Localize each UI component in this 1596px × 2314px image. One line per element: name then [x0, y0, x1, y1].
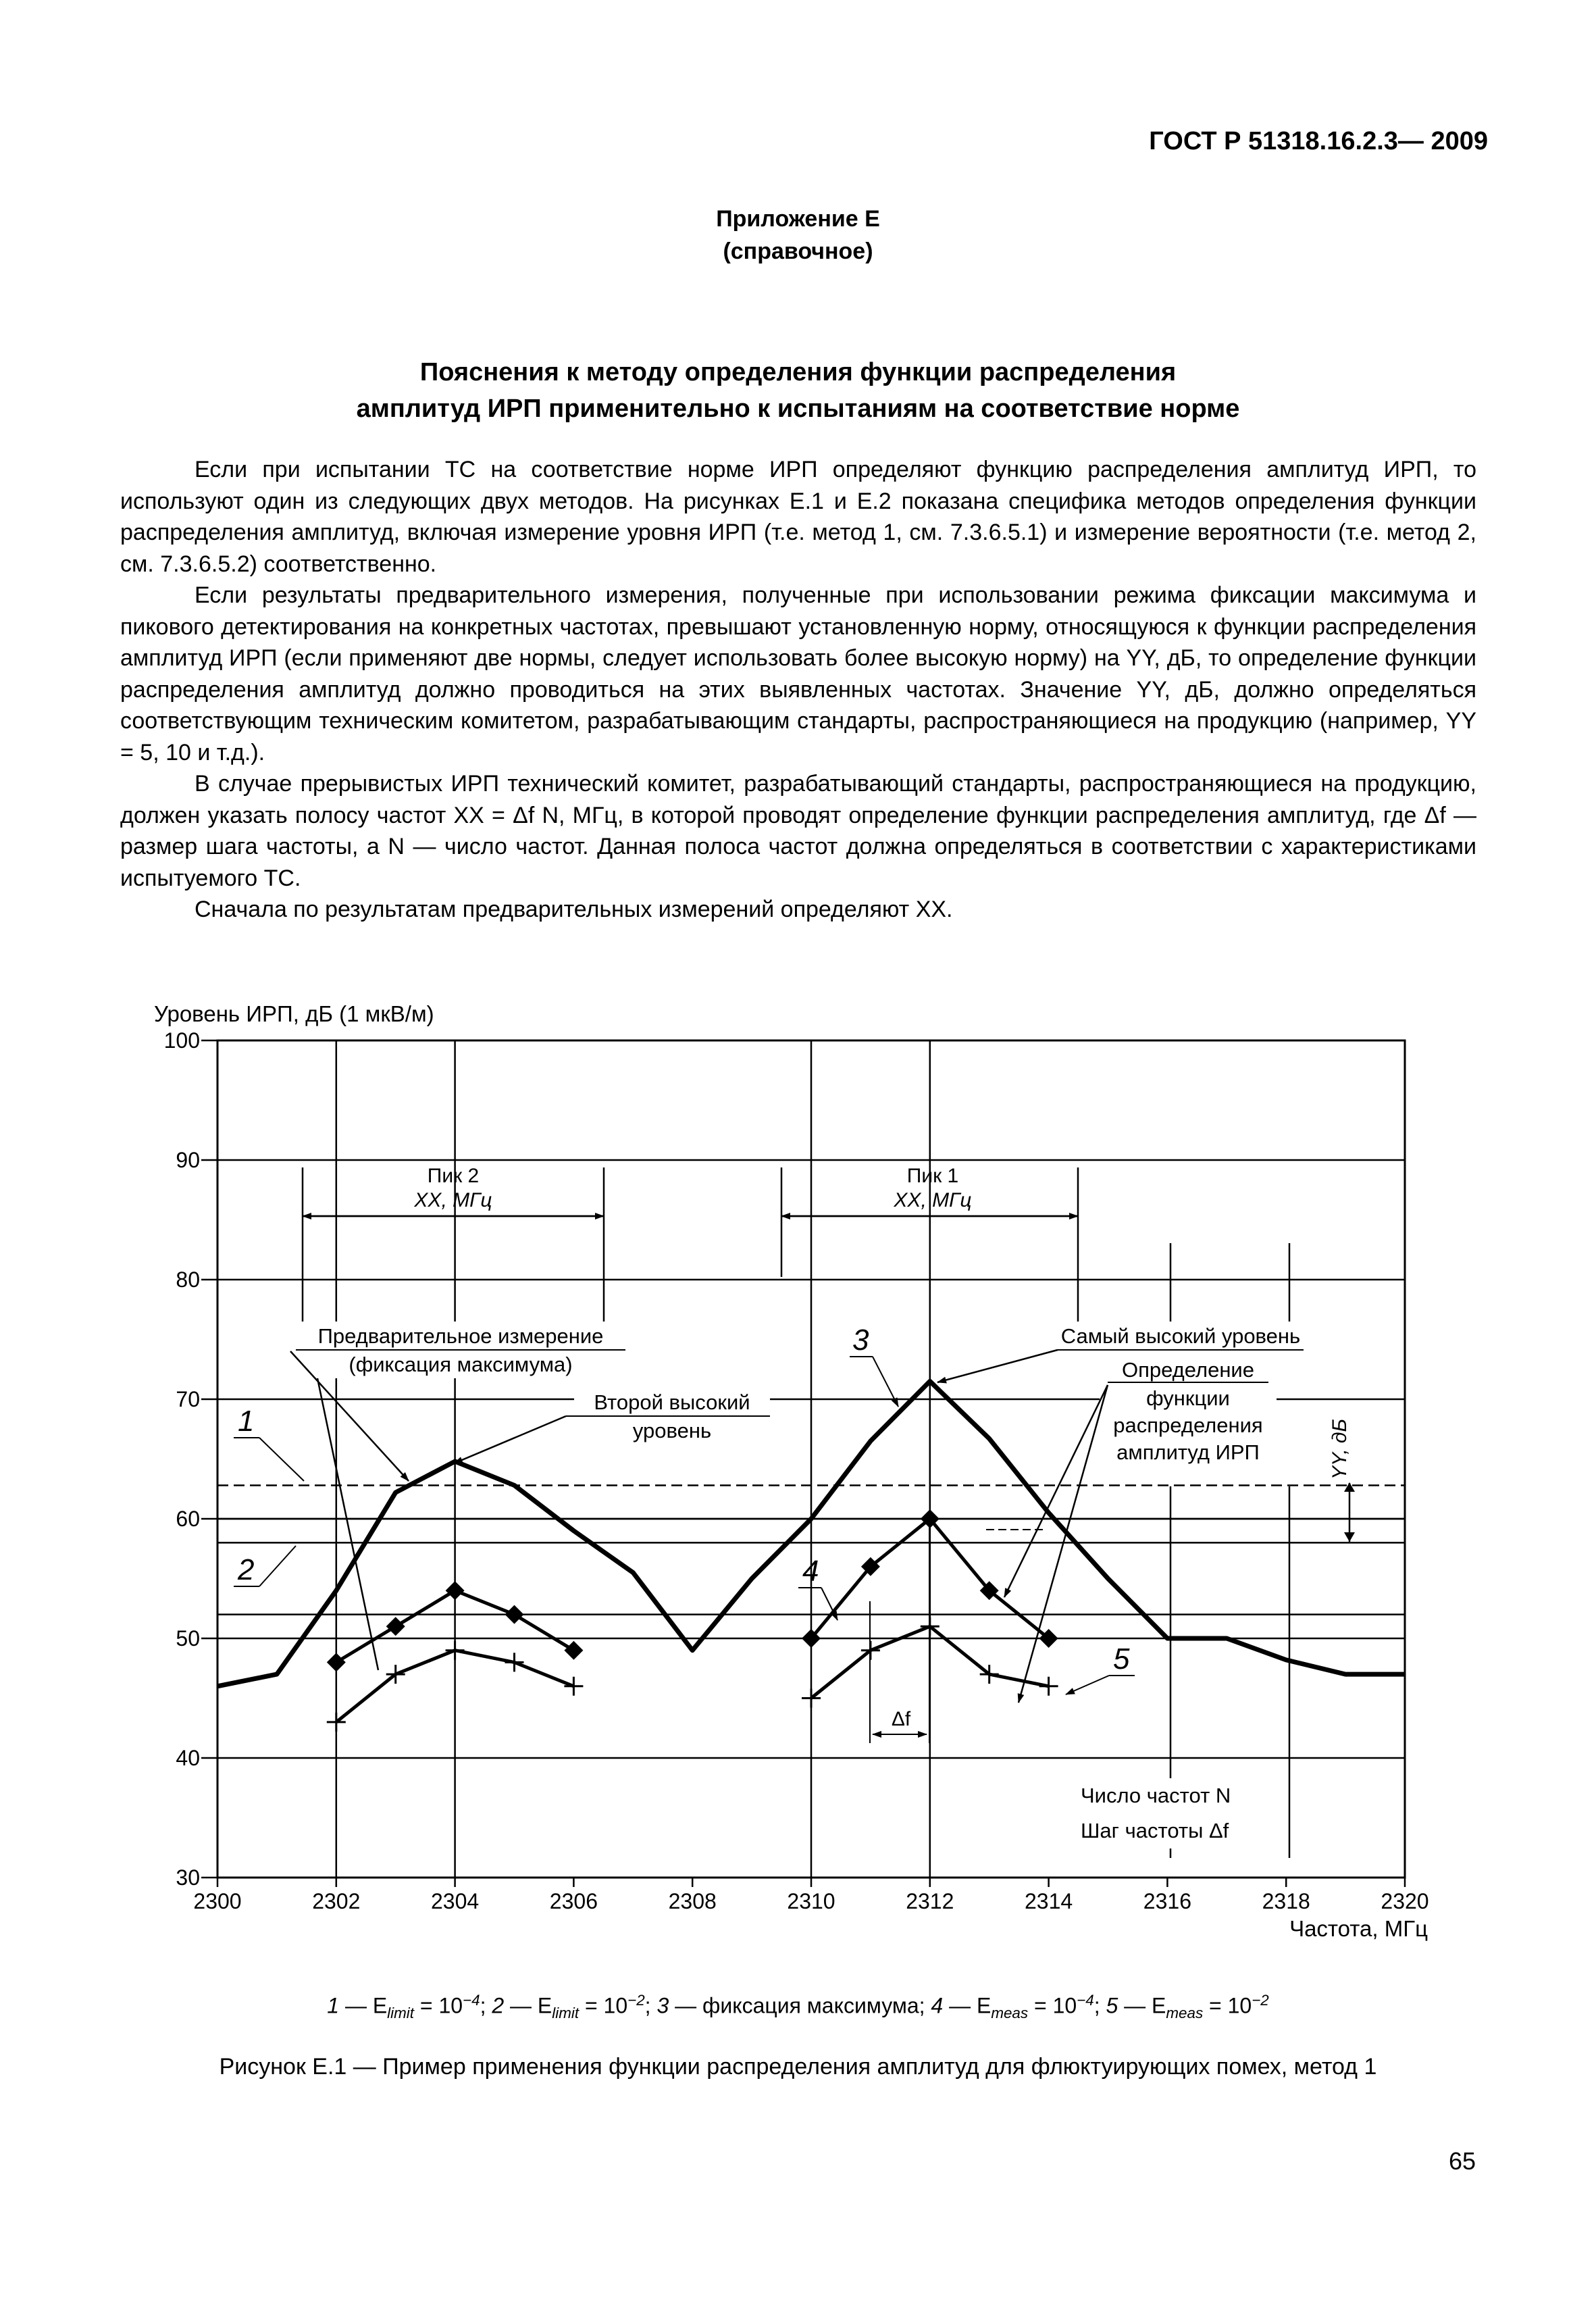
highest-level-label: Самый высокий уровень — [1060, 1324, 1301, 1348]
apd-label-1: Определение — [1121, 1358, 1255, 1382]
series-5-point — [446, 1641, 465, 1660]
curve-1-leader — [259, 1438, 304, 1481]
x-tick-label: 2308 — [668, 1889, 717, 1913]
x-tick-label: 2318 — [1262, 1889, 1310, 1913]
legend-separator: ; — [480, 1993, 492, 2018]
legend-item-1-number: 1 — [327, 1993, 340, 2018]
y-tick-label: 40 — [176, 1746, 200, 1770]
paragraph: Если результаты предварительного измерения, полученные при использовании режима фиксации максимума и пикового детектирования на конкретных частотах, превышают установленную норму, относящуюся к функции распределения амплитуд ИРП (если применяют две нормы, следует использовать более высокую норму) на YY, дБ, то определение функции распределения амплитуд должно проводиться на этих выявленных частотах. Значение YY, дБ, должно определяться соответствующим техническим комитетом, разрабатывающим стандарты, распространяющиеся на продукцию (например, YY = 5, 10 и т.д.). — [120, 582, 1476, 765]
preliminary-annotation — [290, 1322, 625, 1670]
yy-arrow-down — [1344, 1532, 1355, 1542]
annex-label: Приложение Е — [716, 206, 880, 232]
curve-3-label — [850, 1324, 898, 1407]
peak1-xx-label: XX, МГц — [894, 1189, 972, 1211]
y-tick-label: 60 — [176, 1507, 200, 1531]
curve-4-number: 4 — [802, 1555, 819, 1588]
y-tick-label: 100 — [163, 1028, 200, 1053]
peak2-label: Пик 2 — [427, 1165, 480, 1187]
curve-5-number: 5 — [1113, 1642, 1130, 1676]
legend-item-2-text: — E — [504, 1993, 552, 2018]
peak2-bracket — [303, 1165, 604, 1338]
y-tick-label: 50 — [176, 1626, 200, 1651]
second-level-label-1: Второй высокий — [594, 1390, 750, 1414]
curve-2-leader — [259, 1546, 296, 1586]
page-number: 65 — [1448, 2147, 1476, 2175]
curve-3-number: 3 — [852, 1324, 869, 1357]
paragraph: Сначала по результатам предварительных измерений определяют XX. — [195, 897, 953, 922]
apd-annotation — [1004, 1357, 1277, 1703]
apd-arrow-1 — [1004, 1385, 1108, 1597]
legend-item-4-subscript: meas — [991, 2005, 1029, 2022]
preliminary-label-1: Предварительное измерение — [317, 1324, 604, 1348]
legend-item-5-exponent: −2 — [1252, 1992, 1269, 2009]
series-4-point — [446, 1581, 465, 1600]
body-text — [120, 454, 1476, 926]
series-4-point — [564, 1641, 583, 1660]
legend-item-4-text: — E — [943, 1993, 992, 2018]
legend-item-2-exponent: −2 — [627, 1992, 645, 2009]
curve-4-label — [798, 1555, 838, 1620]
x-axis-title: Частота, МГц — [1289, 1916, 1428, 1941]
figure-legend — [0, 1992, 1596, 2022]
step-label: Шаг частоты Δf — [1081, 1819, 1229, 1842]
curve-1-number: 1 — [238, 1405, 255, 1438]
legend-item-1-value: = 10 — [413, 1993, 463, 2018]
series-4-point — [327, 1653, 346, 1671]
legend-item-4-value: = 10 — [1028, 1993, 1077, 2018]
second-level-arrow — [454, 1416, 566, 1463]
x-tick-label: 2300 — [193, 1889, 242, 1913]
paragraph: В случае прерывистых ИРП технический комитет, разрабатывающий стандарты, распространяющиеся на продукцию, должен указать полосу частот XX = Δf N, МГц, в которой проводят определение функции распределения амплитуд, где Δf — размер шага частоты, а N — число частот. Данная полоса частот должна определяться в соответствии с характеристиками испытуемого ТС. — [120, 771, 1476, 891]
highest-level-arrow — [937, 1350, 1058, 1382]
x-tick-label: 2316 — [1143, 1889, 1191, 1913]
curve-2-number: 2 — [238, 1553, 255, 1586]
paragraph: Если при испытании ТС на соответствие норме ИРП определяют функцию распределения амплитуд ИРП, то используют один из следующих двух методов. На рисунках Е.1 и Е.2 показана специфика методов определения функции распределения амплитуд, включая измерение уровня ИРП (т.е. метод 1, см. 7.3.6.5.1) и измерение вероятности (т.е. метод 2, см. 7.3.6.5.2) соответственно. — [120, 457, 1476, 577]
figure-e1 — [0, 986, 1596, 1986]
apd-label-2: функции — [1146, 1386, 1230, 1410]
legend-separator: ; — [1093, 1993, 1106, 2018]
second-level-label-2: уровень — [632, 1419, 712, 1442]
legend-item-5-text: — E — [1118, 1993, 1166, 2018]
series-4-point — [505, 1605, 524, 1624]
curve-5-leader — [1066, 1676, 1109, 1694]
apd-label-3: распределения — [1113, 1413, 1263, 1437]
curve-1-label — [234, 1405, 304, 1481]
yy-label: YY, дБ — [1329, 1418, 1351, 1480]
legend-separator: ; — [644, 1993, 657, 2018]
yy-dimension — [1329, 1419, 1355, 1542]
legend-item-2-number: 2 — [492, 1993, 505, 2018]
series-5-point — [564, 1677, 583, 1696]
yy-arrow-up — [1344, 1482, 1355, 1492]
legend-item-1-subscript: limit — [387, 2005, 414, 2022]
y-axis-title: Уровень ИРП, дБ (1 мкВ/м) — [154, 1001, 434, 1026]
legend-item-3-number: 3 — [657, 1993, 669, 2018]
title-line-2: амплитуд ИРП применительно к испытаниям на соответствие норме — [356, 395, 1240, 423]
peak2-xx-label: XX, МГц — [414, 1189, 492, 1211]
y-tick-label: 70 — [176, 1387, 200, 1411]
standard-header: ГОСТ Р 51318.16.2.3— 2009 — [1149, 127, 1488, 155]
legend-item-4-number: 4 — [931, 1993, 944, 2018]
legend-item-4-exponent: −4 — [1077, 1992, 1094, 2009]
x-tick-label: 2304 — [431, 1889, 480, 1913]
preliminary-arrow-2 — [317, 1378, 378, 1670]
x-tick-label: 2310 — [787, 1889, 835, 1913]
legend-item-5-number: 5 — [1106, 1993, 1118, 2018]
x-tick-label: 2320 — [1381, 1889, 1429, 1913]
y-tick-label: 90 — [176, 1148, 200, 1172]
annex-heading — [0, 203, 1596, 268]
legend-item-1-exponent: −4 — [463, 1992, 480, 2009]
apd-label-4: амплитуд ИРП — [1116, 1440, 1260, 1464]
curve-2-label — [234, 1546, 296, 1586]
x-tick-label: 2306 — [549, 1889, 598, 1913]
legend-item-2-subscript: limit — [552, 2005, 580, 2022]
title-line-1: Пояснения к методу определения функции распределения — [419, 358, 1177, 386]
count-label: Число частот N — [1081, 1784, 1231, 1807]
annex-kind: (справочное) — [723, 238, 873, 264]
x-tick-label: 2302 — [312, 1889, 361, 1913]
series-4-point — [386, 1617, 405, 1636]
peak1-label: Пик 1 — [906, 1165, 959, 1187]
y-tick-label: 30 — [176, 1865, 200, 1890]
series-5-point — [505, 1653, 524, 1671]
document-title — [0, 354, 1596, 427]
y-tick-label: 80 — [176, 1267, 200, 1292]
preliminary-label-2: (фиксация максимума) — [349, 1353, 573, 1376]
legend-item-3-text: — фиксация максимума; — [669, 1993, 931, 2018]
series-5-point — [1039, 1677, 1058, 1696]
figure-caption: Рисунок Е.1 — Пример применения функции распределения амплитуд для флюктуирующих помех, метод 1 — [219, 2054, 1377, 2080]
curve-5-label — [1066, 1642, 1135, 1694]
legend-item-2-value: = 10 — [579, 1993, 628, 2018]
x-tick-label: 2314 — [1025, 1889, 1073, 1913]
x-tick-label: 2312 — [906, 1889, 954, 1913]
legend-item-1-text: — E — [339, 1993, 388, 2018]
delta-f-label: Δf — [891, 1708, 911, 1730]
legend-item-5-value: = 10 — [1203, 1993, 1252, 2018]
legend-item-5-subscript: meas — [1166, 2005, 1204, 2022]
apd-arrow-2 — [1019, 1385, 1108, 1703]
